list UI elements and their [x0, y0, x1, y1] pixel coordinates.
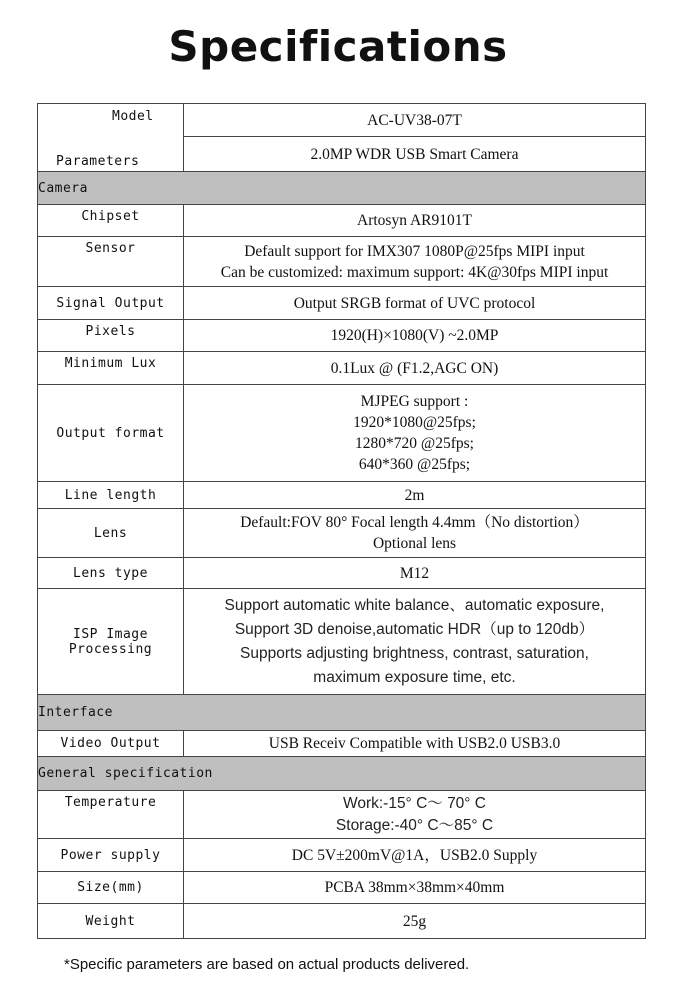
model-value: AC-UV38-07T [184, 104, 646, 137]
spec-table [37, 103, 646, 939]
section-interface: Interface [38, 695, 646, 731]
row-label-sensor: Sensor [38, 237, 184, 287]
product-name: 2.0MP WDR USB Smart Camera [184, 137, 646, 172]
row-label-signal-output: Signal Output [38, 287, 184, 320]
row-label-chipset: Chipset [38, 205, 184, 237]
row-value-power-supply: DC 5V±200mV@1A，USB2.0 Supply [184, 839, 646, 872]
row-label-lens: Lens [38, 509, 184, 558]
row-label-video-output: Video Output [38, 731, 184, 757]
row-value-line-length: 2m [184, 482, 646, 509]
row-value-signal-output: Output SRGB format of UVC protocol [184, 287, 646, 320]
section-general-specification: General specification [38, 757, 646, 791]
row-value-weight: 25g [184, 904, 646, 939]
row-label-size: Size(mm) [38, 872, 184, 904]
row-value-temperature: Work:-15° C～ 70° C Storage:-40° C～85° C [184, 791, 646, 839]
row-label-minimum-lux: Minimum Lux [38, 352, 184, 385]
row-value-lens-type: M12 [184, 558, 646, 589]
page-title: Specifications [168, 22, 508, 71]
row-value-isp-image-processing: Support automatic white balance、automatic exposure, Support 3D denoise,automatic HDR（up to 120db） Supports adjusting brightness, contrast, saturation, maximum exposure time, etc. [184, 589, 646, 695]
row-label-lens-type: Lens type [38, 558, 184, 589]
row-value-lens: Default:FOV 80° Focal length 4.4mm（No distortion） Optional lens [184, 509, 646, 558]
model-label: Model [112, 109, 154, 124]
row-value-pixels: 1920(H)×1080(V) ~2.0MP [184, 320, 646, 352]
parameters-header-cell [38, 104, 184, 172]
row-label-output-format: Output format [38, 385, 184, 482]
row-label-power-supply: Power supply [38, 839, 184, 872]
row-label-temperature: Temperature [38, 791, 184, 839]
row-label-weight: Weight [38, 904, 184, 939]
row-value-video-output: USB Receiv Compatible with USB2.0 USB3.0 [184, 731, 646, 757]
parameters-label: Parameters [56, 154, 140, 169]
row-value-minimum-lux: 0.1Lux @ (F1.2,AGC ON) [184, 352, 646, 385]
row-value-chipset: Artosyn AR9101T [184, 205, 646, 237]
row-value-size: PCBA 38mm×38mm×40mm [184, 872, 646, 904]
row-label-isp-image-processing: ISP Image Processing [38, 589, 184, 695]
footnote: *Specific parameters are based on actual products delivered. [64, 956, 470, 973]
row-value-sensor: Default support for IMX307 1080P@25fps MIPI input Can be customized: maximum support: 4K@30fps MIPI input [184, 237, 646, 287]
row-label-pixels: Pixels [38, 320, 184, 352]
section-camera: Camera [38, 172, 646, 205]
row-value-output-format: MJPEG support : 1920*1080@25fps; 1280*720 @25fps; 640*360 @25fps; [184, 385, 646, 482]
row-label-line-length: Line length [38, 482, 184, 509]
